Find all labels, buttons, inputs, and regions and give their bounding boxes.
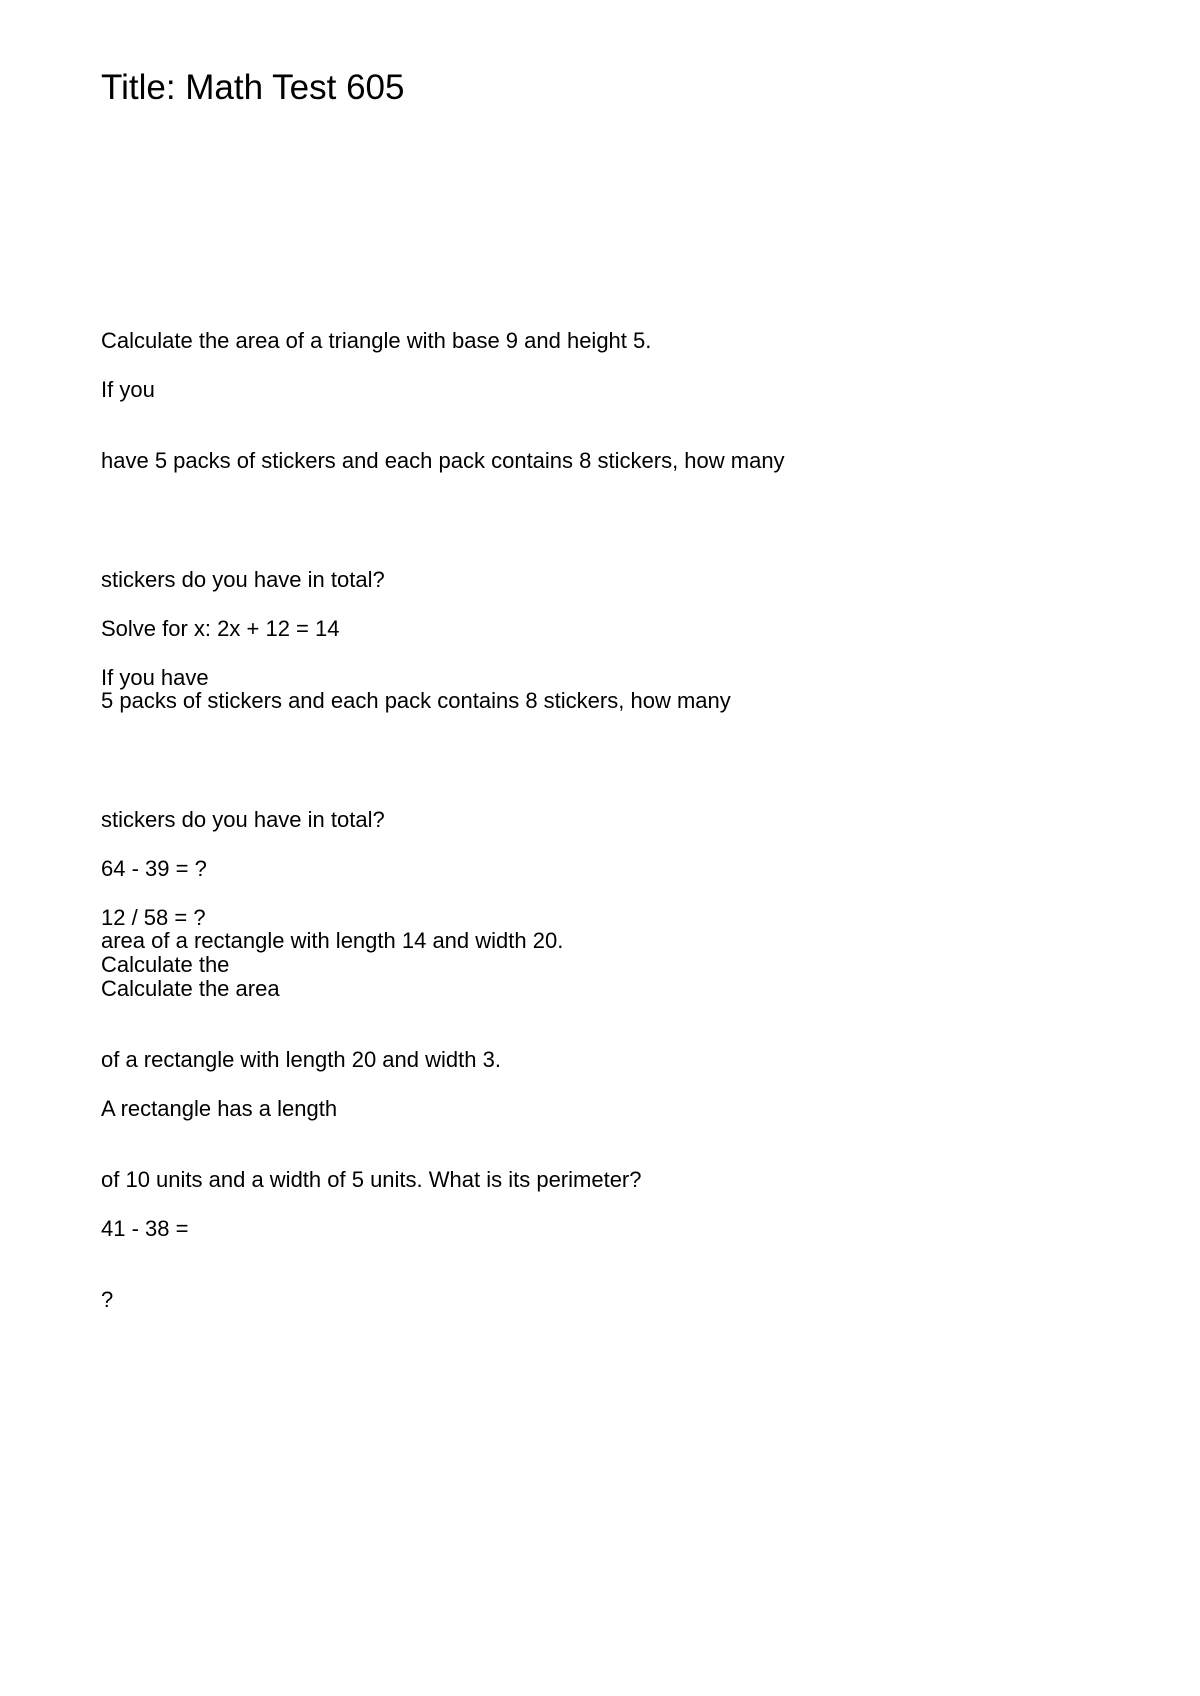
text-line-3: have 5 packs of stickers and each pack contains 8 stickers, how many [101,448,785,473]
text-line-11: area of a rectangle with length 14 and width 20. [101,928,564,953]
text-line-2: If you [101,377,155,402]
text-line-9: 64 - 39 = ? [101,856,207,881]
text-line-5: Solve for x: 2x + 12 = 14 [101,616,340,641]
text-line-16: of 10 units and a width of 5 units. What is its perimeter? [101,1167,642,1192]
text-line-8: stickers do you have in total? [101,807,385,832]
text-line-7: 5 packs of stickers and each pack contains 8 stickers, how many [101,688,731,713]
text-line-6: If you have [101,665,209,690]
text-line-17: 41 - 38 = [101,1216,189,1241]
text-line-13: Calculate the area [101,976,280,1001]
text-line-1: Calculate the area of a triangle with base 9 and height 5. [101,328,652,353]
text-line-10: 12 / 58 = ? [101,905,206,930]
text-line-14: of a rectangle with length 20 and width 3. [101,1047,501,1072]
text-line-12: Calculate the [101,952,230,977]
text-line-4: stickers do you have in total? [101,567,385,592]
text-line-15: A rectangle has a length [101,1096,338,1121]
text-line-18: ? [101,1287,114,1312]
page-title: Title: Math Test 605 [101,68,405,107]
